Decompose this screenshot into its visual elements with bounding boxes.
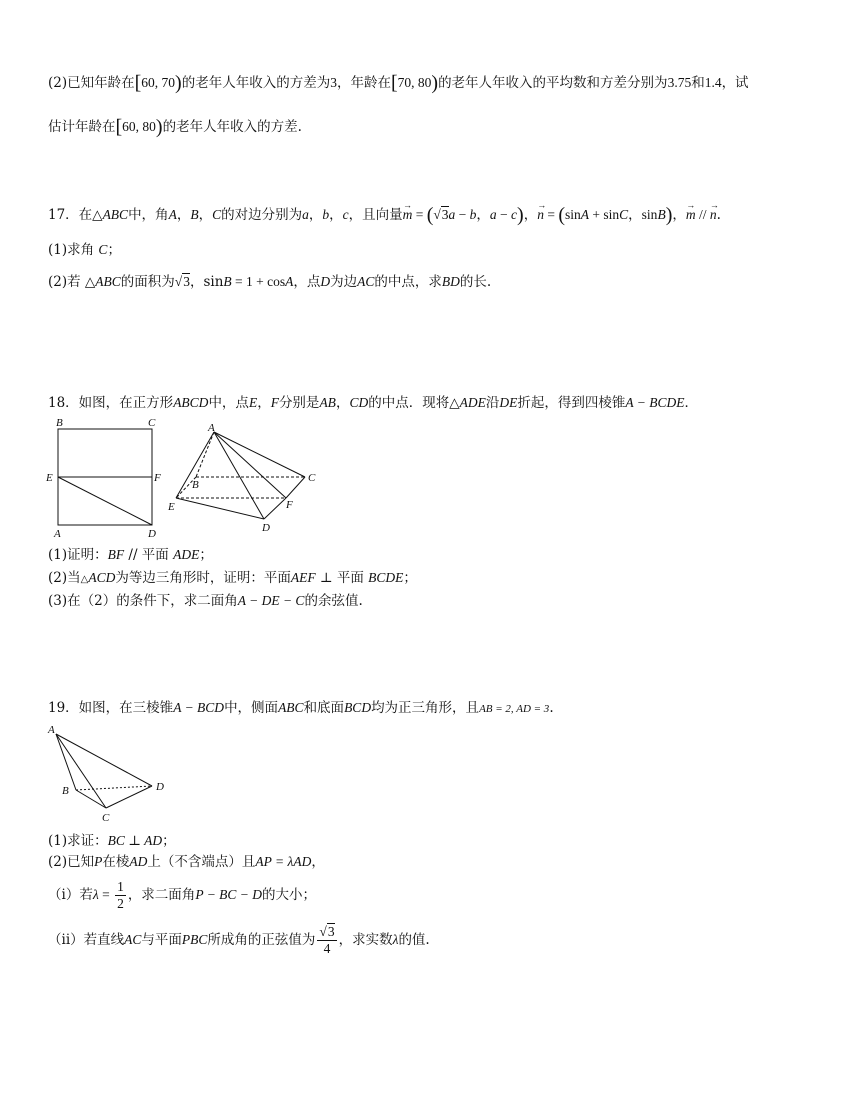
q18-part3 [48,591,363,611]
text: C [212,207,222,222]
text: 中，点 [208,395,249,411]
text: AP = λAD [255,854,312,869]
text: C [98,242,108,257]
text: P − BC − D [195,887,263,902]
text: 的余弦值. [304,593,363,609]
value: 1.4 [704,75,722,90]
text: 18．如图，在正方形 [48,395,174,411]
text: 的对边分别为 [221,207,303,223]
text: 的大小； [262,887,317,903]
text: b [322,207,330,222]
text: 中，角 [128,207,169,223]
q18-part1 [48,545,213,565]
text: (2)已知年龄在 [48,75,135,91]
q19-stem [48,698,554,719]
text: 为等边三角形时，证明：平面 [115,570,291,586]
vector-m: m → [403,205,413,225]
text: 19．如图，在三棱锥 [48,700,174,716]
text: 折起，得到四棱锥 [517,395,626,411]
text: 与平面 [141,932,182,948]
q16-part2-line2: 估计年龄在[60, 80)的老年人年收入的方差. [48,116,302,138]
label-c: C [148,417,156,429]
text: AB [319,395,336,410]
text: 的值. [398,932,430,948]
q19-part2-i: （i）若λ = $\frac{1}{2}$ ，求二面角P − BC − D的大小； [48,879,317,911]
text: ，sin [189,274,224,290]
text: ADE [459,395,486,410]
text: 中，侧面 [224,700,279,716]
text: 和 [691,75,705,91]
text: (1)证明： [48,547,108,563]
text: c [342,207,349,222]
text: AD [129,854,148,869]
text: ，求二面角 [127,887,196,903]
value: 3.75 [667,75,692,90]
text: 3 [441,207,449,222]
text: A [168,207,177,222]
text: 的老年人年收入的平均数和方差分别为 [438,75,668,91]
label-e: E [46,472,53,484]
text: ABC [102,207,129,222]
text: BC ⊥ AD [107,833,163,848]
text: = 1 + cos [231,274,286,289]
text: ，求实数 [338,932,393,948]
text: 和底面 [303,700,345,716]
text: 为边 [330,274,358,290]
text: 的中点．现将△ [368,395,460,411]
q19-part2-ii [48,922,430,958]
text: ⊥ 平面 [319,570,364,586]
figure-19-tetrahedron [44,722,174,826]
numerator: 3 [327,924,335,939]
text: DE [499,395,518,410]
label-d: D [148,528,156,540]
text: AC [357,274,375,289]
text: （i）若 [48,887,93,903]
label-a: A [54,528,61,540]
denominator: 4 [323,941,331,956]
text: ； [162,833,176,849]
text: ，且向量 [348,207,403,223]
q18-part2: (2)当△ACD为等边三角形时，证明：平面AEF ⊥ 平面 BCDE； [48,570,417,586]
text: F [270,395,279,410]
interval: 60, 80 [122,119,156,134]
text: 的老年人年收入的方差为 [181,75,331,91]
label-c: C [308,472,316,484]
label-f: F [286,499,293,511]
text: ； [107,242,121,258]
label-c: C [102,812,110,824]
q17-stem: 17．在△ABC中，角A，B，C的对边分别为a，b，c，且向量m → = (√3a − b，a − c)，n → = (sinA + sinC，sinB)，m → // n →. [48,205,721,225]
fraction-sqrt3-over-4: $\frac{√3}{4}$ [319,924,335,956]
text: ，试 [721,75,749,91]
text: BF [107,547,125,562]
q19-part2 [48,852,325,872]
text: 分别是 [278,395,320,411]
text: 上（不含端点）且 [147,854,256,870]
text: 的老年人年收入的方差. [162,119,302,135]
text: BD [441,274,460,289]
text: (3)在（2）的条件下，求二面角 [48,593,238,609]
text: BCD [344,700,372,715]
text: BCDE [368,570,404,585]
text: . [549,700,554,716]
text: ； [403,570,417,586]
label-b: B [62,785,69,797]
text: a [302,207,309,222]
denominator: 2 [117,896,124,911]
q17-part1 [48,240,121,260]
text: AEF [290,570,316,585]
q16-part2-line1: (2)已知年龄在[60, 70)的老年人年收入的方差为3，年龄在[70, 80)的老年人年收入的平均数和方差分别为3.75和1.4，试 [48,72,749,94]
text: ACD [88,570,116,585]
text: 估计年龄在 [48,119,116,135]
text: λ [392,932,399,947]
text: ，点 [293,274,321,290]
text: AC [124,932,142,947]
text: 17．在△ [48,207,103,223]
vector-n: n → [537,205,544,225]
text: 的中点，求 [374,274,442,290]
text: 的面积为 [120,274,175,290]
text: A − BCD [173,700,225,715]
text: (2)若 △ [48,274,96,290]
label-e: E [168,501,175,513]
text: (1)求角 [48,242,95,258]
label-a: A [48,724,55,736]
interval: 70, 80 [397,75,432,90]
q18-stem: 18．如图，在正方形ABCD中，点E，F分别是AB，CD的中点．现将△ADE沿DE折起，得到四棱锥A − BCDE． [48,395,698,411]
text: 均为正三角形，且 [371,700,480,716]
label-d: D [156,781,164,793]
label-b: B [56,417,63,429]
text: （ii）若直线 [48,932,125,948]
text: AB = 2, AD = 3 [479,703,550,715]
text: ； [199,547,213,563]
text: E [248,395,258,410]
text: ABCD [173,395,209,410]
text: // 平面 [128,547,169,563]
text: 的长. [459,274,492,290]
text: (1)求证： [48,833,108,849]
label-a: A [208,422,215,434]
label-f: F [154,472,161,484]
text: 沿 [485,395,500,411]
text: λ [92,887,99,902]
text: A − DE − C [237,593,305,608]
text: ． [684,395,698,411]
text: P [94,854,103,869]
fraction-one-half [115,879,126,912]
q17-part2: (2)若 △ABC的面积为√3，sinB = 1 + cosA，点D为边AC的中点，求BD的长. [48,274,492,290]
figure-18-pyramid [164,420,326,535]
text: ，年龄在 [336,75,391,91]
text: 在棱 [102,854,130,870]
label-b: B [192,479,199,491]
text: ADE [173,547,200,562]
value: 3 [330,75,337,90]
text: ABC [278,700,304,715]
label-d: D [262,522,270,534]
text: A − BCDE [625,395,685,410]
text: 所成角的正弦值为 [207,932,316,948]
text: CD [349,395,369,410]
text: D [320,274,331,289]
text: B [190,207,199,222]
text: (2)已知 [48,854,95,870]
q19-part1 [48,831,176,851]
interval: 60, 70 [141,75,176,90]
text: ， [311,854,325,870]
text: (2)当 [48,570,81,586]
text: PBC [181,932,208,947]
figure-18-square [44,415,164,540]
numerator: 1 [117,879,124,894]
